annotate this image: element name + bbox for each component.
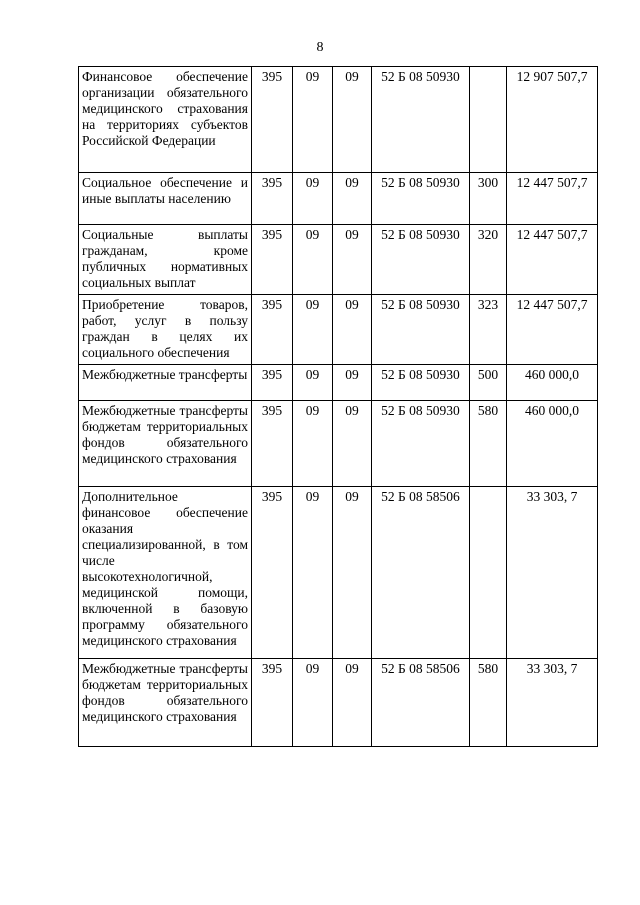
target-article-cell: 52 Б 08 50930 [372,295,470,365]
target-article-cell: 52 Б 08 58506 [372,487,470,659]
amount-cell: 12 447 507,7 [507,225,598,295]
ministry-code-cell: 395 [252,365,293,401]
page-number: 8 [316,40,324,55]
target-article-cell: 52 Б 08 50930 [372,365,470,401]
ministry-code-cell: 395 [252,401,293,487]
row-name-cell: Финансовое обеспечение организации обязательного медицинского страхования на территориях субъектов Российской Федерации [79,67,252,173]
subsection-code-cell: 09 [333,295,372,365]
section-code-cell: 09 [293,365,333,401]
ministry-code-cell: 395 [252,225,293,295]
amount-cell: 460 000,0 [507,401,598,487]
target-article-cell: 52 Б 08 58506 [372,659,470,747]
subsection-code-cell: 09 [333,225,372,295]
expense-type-cell: 320 [470,225,507,295]
target-article-cell: 52 Б 08 50930 [372,401,470,487]
ministry-code-cell: 395 [252,173,293,225]
table-row [79,173,598,225]
amount-cell: 33 303, 7 [507,659,598,747]
table-row [79,365,598,401]
ministry-code-cell: 395 [252,67,293,173]
ministry-code-cell: 395 [252,487,293,659]
row-name-cell: Социальное обеспечение и иные выплаты населению [79,173,252,225]
section-code-cell: 09 [293,225,333,295]
expense-type-cell: 580 [470,659,507,747]
row-name-cell: Дополнительное финансовое обеспечение оказания специализированной, в том числе высокотехнологичной, медицинской помощи, включенной в базовую программу обязательного медицинского страхования [79,487,252,659]
ministry-code-cell: 395 [252,295,293,365]
table-row [79,659,598,747]
expense-type-cell [470,67,507,173]
subsection-code-cell: 09 [333,173,372,225]
subsection-code-cell: 09 [333,67,372,173]
expense-type-cell: 300 [470,173,507,225]
expense-type-cell [470,487,507,659]
subsection-code-cell: 09 [333,659,372,747]
section-code-cell: 09 [293,401,333,487]
row-name-cell: Межбюджетные трансферты бюджетам территориальных фондов обязательного медицинского страхования [79,401,252,487]
expense-type-cell: 323 [470,295,507,365]
section-code-cell: 09 [293,659,333,747]
amount-cell: 33 303, 7 [507,487,598,659]
section-code-cell: 09 [293,295,333,365]
expense-type-cell: 580 [470,401,507,487]
table-row [79,225,598,295]
table-row [79,487,598,659]
subsection-code-cell: 09 [333,487,372,659]
row-name-cell: Межбюджетные трансферты [79,365,252,401]
section-code-cell: 09 [293,487,333,659]
ministry-code-cell: 395 [252,659,293,747]
section-code-cell: 09 [293,173,333,225]
table-row [79,67,598,173]
row-name-cell: Приобретение товаров, работ, услуг в пользу граждан в целях их социального обеспечения [79,295,252,365]
subsection-code-cell: 09 [333,401,372,487]
budget-table [78,66,598,747]
row-name-cell: Межбюджетные трансферты бюджетам территориальных фондов обязательного медицинского страхования [79,659,252,747]
target-article-cell: 52 Б 08 50930 [372,67,470,173]
subsection-code-cell: 09 [333,365,372,401]
amount-cell: 460 000,0 [507,365,598,401]
amount-cell: 12 907 507,7 [507,67,598,173]
section-code-cell: 09 [293,67,333,173]
target-article-cell: 52 Б 08 50930 [372,173,470,225]
row-name-cell: Социальные выплаты гражданам, кроме публичных нормативных социальных выплат [79,225,252,295]
table-row [79,295,598,365]
amount-cell: 12 447 507,7 [507,173,598,225]
target-article-cell: 52 Б 08 50930 [372,225,470,295]
table-row [79,401,598,487]
amount-cell: 12 447 507,7 [507,295,598,365]
expense-type-cell: 500 [470,365,507,401]
